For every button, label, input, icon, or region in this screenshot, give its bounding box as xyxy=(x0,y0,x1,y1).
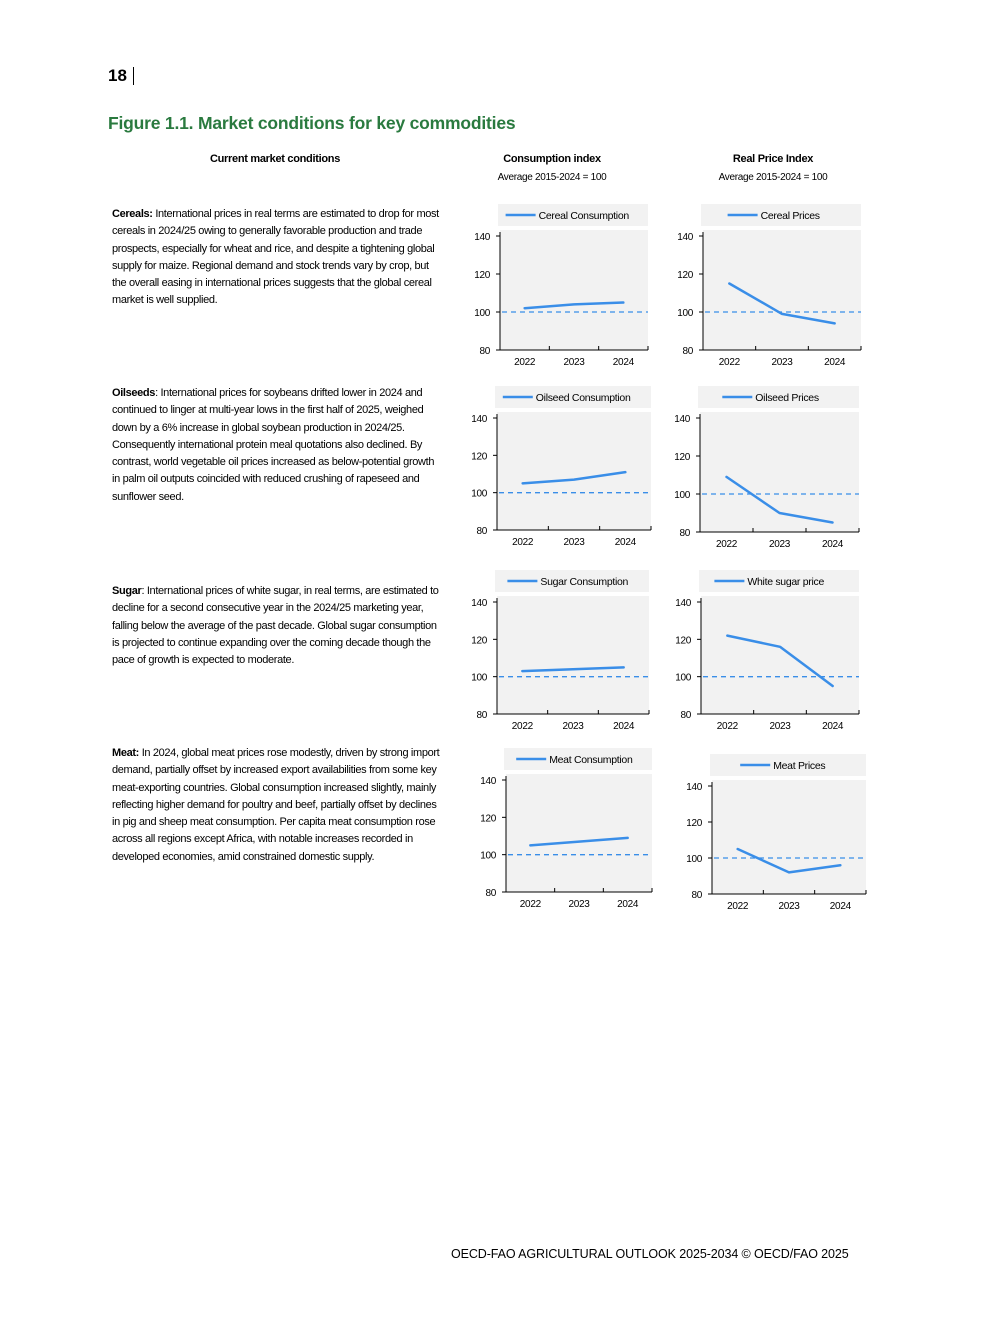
page-number: 18 xyxy=(108,66,127,85)
y-tick-label: 100 xyxy=(471,672,487,684)
column-subtitle-price: Average 2015-2024 = 100 xyxy=(718,172,828,183)
y-tick-label: 140 xyxy=(471,414,487,425)
line-chart-3 xyxy=(666,386,863,552)
legend-label: Meat Prices xyxy=(773,760,826,772)
sugar-text: : International prices of white sugar, in real terms, are estimated to decline for a second consecutive year in the 2024/25 marketing year, falling below the average of the past decade. Global sugar consumption is projected to continue expanding over the coming decade though the pace of growth is expected to moderate. xyxy=(112,585,439,667)
legend-label: Sugar Consumption xyxy=(540,576,629,588)
y-tick-label: 80 xyxy=(476,526,487,537)
figure-title: Figure 1.1. Market conditions for key commodities xyxy=(108,113,516,133)
x-tick-label: 2022 xyxy=(718,357,740,368)
legend-label: Meat Consumption xyxy=(549,754,633,766)
line-chart-0 xyxy=(466,204,652,370)
y-tick-label: 80 xyxy=(485,888,496,899)
y-tick-label: 140 xyxy=(474,232,490,243)
line-chart-1 xyxy=(669,204,865,370)
oilseeds-description xyxy=(112,385,442,506)
y-tick-label: 120 xyxy=(686,818,702,829)
y-tick-label: 140 xyxy=(677,232,693,243)
x-tick-label: 2023 xyxy=(562,721,584,732)
y-tick-label: 120 xyxy=(674,452,690,463)
meat-label: Meat: xyxy=(112,747,139,759)
sugar-description xyxy=(112,583,442,669)
y-tick-label: 100 xyxy=(686,854,702,865)
y-tick-label: 100 xyxy=(675,672,691,684)
oilseeds-text: : International prices for soybeans drifted lower in 2024 and continued to linger at multi-year lows in the first half of 2025, weighed down by a 6% increase in global soybean production in 2024/25. Consequently international protein meal quotations also declined. By contrast, world vegetable oil prices increased as below-potential growth in palm oil outputs coincided with reduced crushing of rapeseed and sunflower seed. xyxy=(112,387,435,503)
cereals-text: International prices in real terms are estimated to drop for most cereals in 2024/25 owing to generally favorable production and trade prospects, especially for wheat and rice, and despite a tightening global supply for maize. Regional demand and stock trends vary by crop, but the overall easing in international prices suggests that the global cereal market is well supplied. xyxy=(112,208,439,307)
x-tick-label: 2022 xyxy=(519,899,541,910)
line-chart-5 xyxy=(667,570,863,734)
chart-svg xyxy=(669,204,865,370)
x-tick-label: 2023 xyxy=(768,539,791,550)
y-tick-label: 80 xyxy=(476,710,487,721)
x-tick-label: 2024 xyxy=(829,901,851,912)
x-tick-label: 2022 xyxy=(511,721,533,732)
meat-text: In 2024, global meat prices rose modestly, driven by strong import demand, partially offset by increased export availabilities from some key meat-exporting countries. Global consumption increased slightly, mainly reflecting higher demand for poultry and beef, partially offset by declines in pig and sheep meat consumption. Per capita meat consumption rose across all regions except Africa, with notable increases recorded in developed economies, amid constrained domestic supply. xyxy=(112,747,440,863)
x-tick-label: 2022 xyxy=(512,537,534,548)
chart-svg xyxy=(667,570,863,734)
plot-area xyxy=(497,596,649,714)
x-tick-label: 2024 xyxy=(821,539,844,550)
y-tick-label: 120 xyxy=(677,270,693,281)
plot-area xyxy=(506,774,652,892)
plot-area xyxy=(712,780,866,894)
y-tick-label: 120 xyxy=(480,813,496,825)
legend-label: Oilseed Prices xyxy=(755,392,819,404)
y-tick-label: 120 xyxy=(474,270,490,281)
x-tick-label: 2022 xyxy=(727,901,749,912)
y-tick-label: 100 xyxy=(480,850,496,862)
plot-area xyxy=(500,230,648,350)
y-tick-label: 80 xyxy=(691,890,702,901)
y-tick-label: 80 xyxy=(682,346,693,357)
sugar-label: Sugar xyxy=(112,585,142,597)
column-title-conditions: Current market conditions xyxy=(209,153,341,165)
line-chart-2 xyxy=(463,386,655,550)
chart-svg xyxy=(666,386,863,552)
chart-svg xyxy=(463,570,653,734)
plot-area xyxy=(701,596,859,714)
x-tick-label: 2023 xyxy=(778,901,800,912)
x-tick-label: 2023 xyxy=(563,357,585,368)
x-tick-label: 2024 xyxy=(617,899,639,910)
legend-label: Cereal Consumption xyxy=(538,210,629,222)
plot-area xyxy=(497,412,651,530)
plot-area xyxy=(703,230,861,350)
chart-svg xyxy=(472,748,656,912)
y-tick-label: 100 xyxy=(471,488,487,500)
meat-description xyxy=(112,745,442,866)
legend-label: Oilseed Consumption xyxy=(535,392,631,404)
line-chart-4 xyxy=(463,570,653,734)
y-tick-label: 140 xyxy=(674,414,690,425)
y-tick-label: 120 xyxy=(471,451,487,463)
y-tick-label: 120 xyxy=(471,635,487,647)
x-tick-label: 2024 xyxy=(614,537,636,548)
y-tick-label: 80 xyxy=(680,710,691,721)
oilseeds-label: Oilseeds xyxy=(112,387,156,399)
y-tick-label: 100 xyxy=(674,490,690,501)
x-tick-label: 2024 xyxy=(822,721,844,732)
cereals-description xyxy=(112,206,442,310)
y-tick-label: 140 xyxy=(480,776,496,787)
column-title-consumption: Consumption index xyxy=(503,153,601,165)
page-number-separator xyxy=(133,67,134,85)
x-tick-label: 2024 xyxy=(824,357,846,368)
chart-svg xyxy=(678,754,870,914)
x-tick-label: 2022 xyxy=(715,539,738,550)
legend-label: Cereal Prices xyxy=(760,210,820,222)
y-tick-label: 140 xyxy=(675,598,691,609)
x-tick-label: 2022 xyxy=(514,357,536,368)
cereals-label: Cereals: xyxy=(112,208,153,220)
chart-svg xyxy=(466,204,652,370)
x-tick-label: 2023 xyxy=(563,537,585,548)
line-chart-6 xyxy=(472,748,656,912)
y-tick-label: 140 xyxy=(471,598,487,609)
y-tick-label: 100 xyxy=(474,308,490,319)
x-tick-label: 2023 xyxy=(568,899,590,910)
y-tick-label: 100 xyxy=(677,308,693,319)
column-subtitle-consumption: Average 2015-2024 = 100 xyxy=(497,172,607,183)
x-tick-label: 2024 xyxy=(613,721,635,732)
line-chart-7 xyxy=(678,754,870,914)
x-tick-label: 2022 xyxy=(716,721,738,732)
y-tick-label: 80 xyxy=(679,528,690,539)
y-tick-label: 80 xyxy=(479,346,490,357)
x-tick-label: 2024 xyxy=(612,357,634,368)
footer: OECD-FAO AGRICULTURAL OUTLOOK 2025-2034 © OECD/FAO 2025 xyxy=(451,1247,849,1261)
column-title-price: Real Price Index xyxy=(732,153,814,165)
x-tick-label: 2023 xyxy=(769,721,791,732)
y-tick-label: 140 xyxy=(686,782,702,793)
chart-svg xyxy=(463,386,655,550)
y-tick-label: 120 xyxy=(675,635,691,647)
x-tick-label: 2023 xyxy=(771,357,793,368)
legend-label: White sugar price xyxy=(747,576,825,588)
